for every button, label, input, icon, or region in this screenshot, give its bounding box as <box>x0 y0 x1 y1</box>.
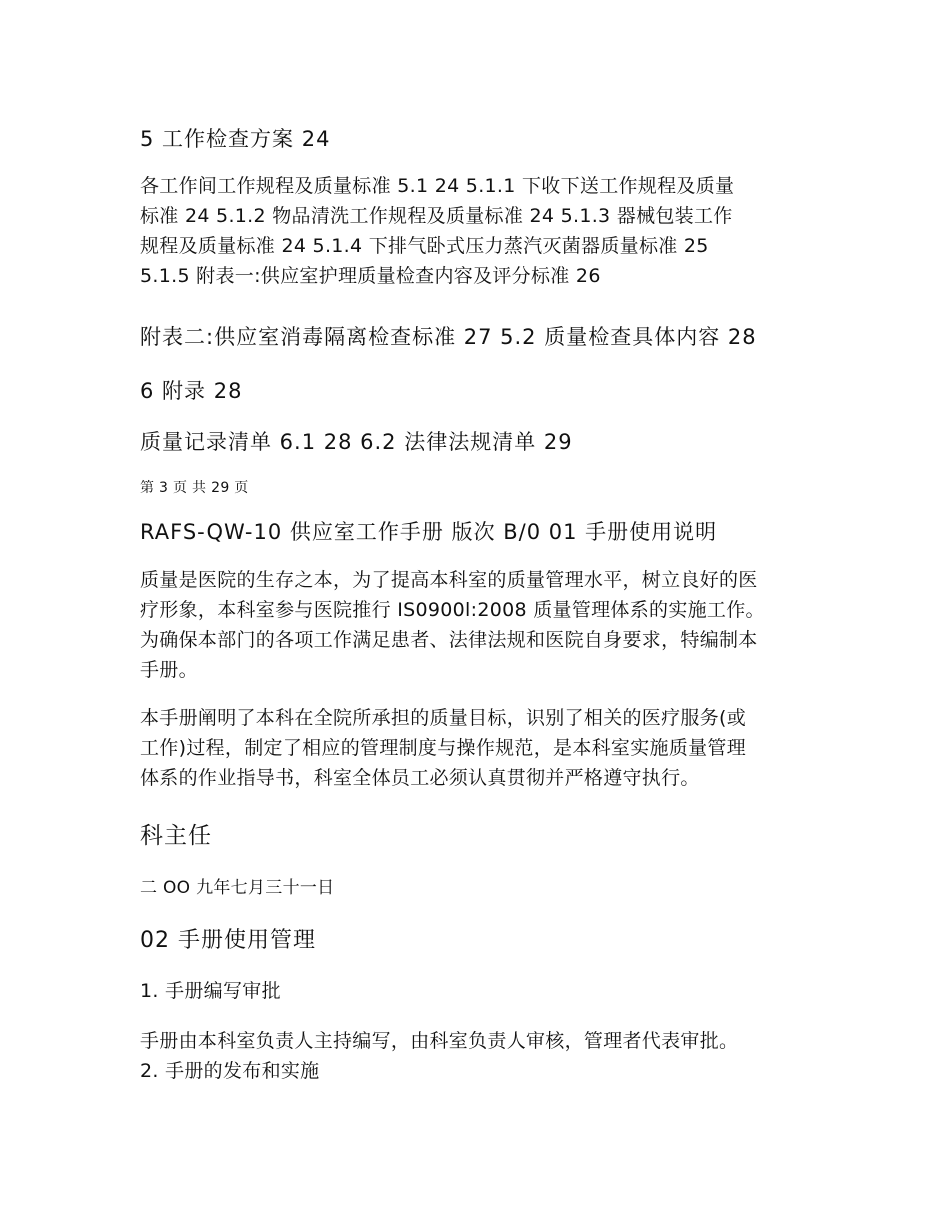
toc-line: 标准 24 5.1.2 物品清洗工作规程及质量标准 24 5.1.3 器械包装工作 <box>140 205 733 227</box>
signature-date: 二 OO 九年七月三十一日 <box>140 878 335 898</box>
toc-line-section-5: 5 工作检查方案 24 <box>140 127 331 151</box>
document-page <box>140 0 820 1230</box>
toc-line: 5.1.5 附表一:供应室护理质量检查内容及评分标准 26 <box>140 265 601 287</box>
paragraph-line: 工作)过程，制定了相应的管理制度与操作规范，是本科室实施质量管理 <box>140 737 747 759</box>
section-2-item-2-title: 2. 手册的发布和实施 <box>140 1060 320 1082</box>
signature-title: 科主任 <box>140 823 212 849</box>
toc-line-records: 质量记录清单 6.1 28 6.2 法律法规清单 29 <box>140 430 573 454</box>
paragraph-line: 本手册阐明了本科在全院所承担的质量目标，识别了相关的医疗服务(或 <box>140 707 747 729</box>
toc-line: 各工作间工作规程及质量标准 5.1 24 5.1.1 下收下送工作规程及质量 <box>140 175 735 197</box>
paragraph-line: 疗形象，本科室参与医院推行 IS0900l:2008 质量管理体系的实施工作。 <box>140 599 765 621</box>
section-2-item-1-text: 手册由本科室负责人主持编写，由科室负责人审核，管理者代表审批。 <box>140 1030 739 1052</box>
toc-line: 规程及质量标准 24 5.1.4 下排气卧式压力蒸汽灭菌器质量标准 25 <box>140 235 709 257</box>
toc-block-5-1 <box>140 171 820 291</box>
page-number: 第 3 页 共 29 页 <box>140 480 249 496</box>
toc-line-appendix-2: 附表二:供应室消毒隔离检查标准 27 5.2 质量检查具体内容 28 <box>140 325 757 349</box>
document-header-line: RAFS-QW-10 供应室工作手册 版次 B/0 01 手册使用说明 <box>140 520 718 544</box>
paragraph-line: 为确保本部门的各项工作满足患者、法律法规和医院自身要求，特编制本 <box>140 629 758 651</box>
paragraph-line: 手册。 <box>140 659 198 681</box>
section-2-item-1-title: 1. 手册编写审批 <box>140 980 281 1002</box>
intro-paragraph-1 <box>140 565 820 685</box>
intro-paragraph-2 <box>140 703 820 793</box>
paragraph-line: 质量是医院的生存之本，为了提高本科室的质量管理水平，树立良好的医 <box>140 569 758 591</box>
paragraph-line: 体系的作业指导书，科室全体员工必须认真贯彻并严格遵守执行。 <box>140 767 700 789</box>
section-2-title: 02 手册使用管理 <box>140 928 316 953</box>
toc-line-section-6: 6 附录 28 <box>140 379 243 403</box>
